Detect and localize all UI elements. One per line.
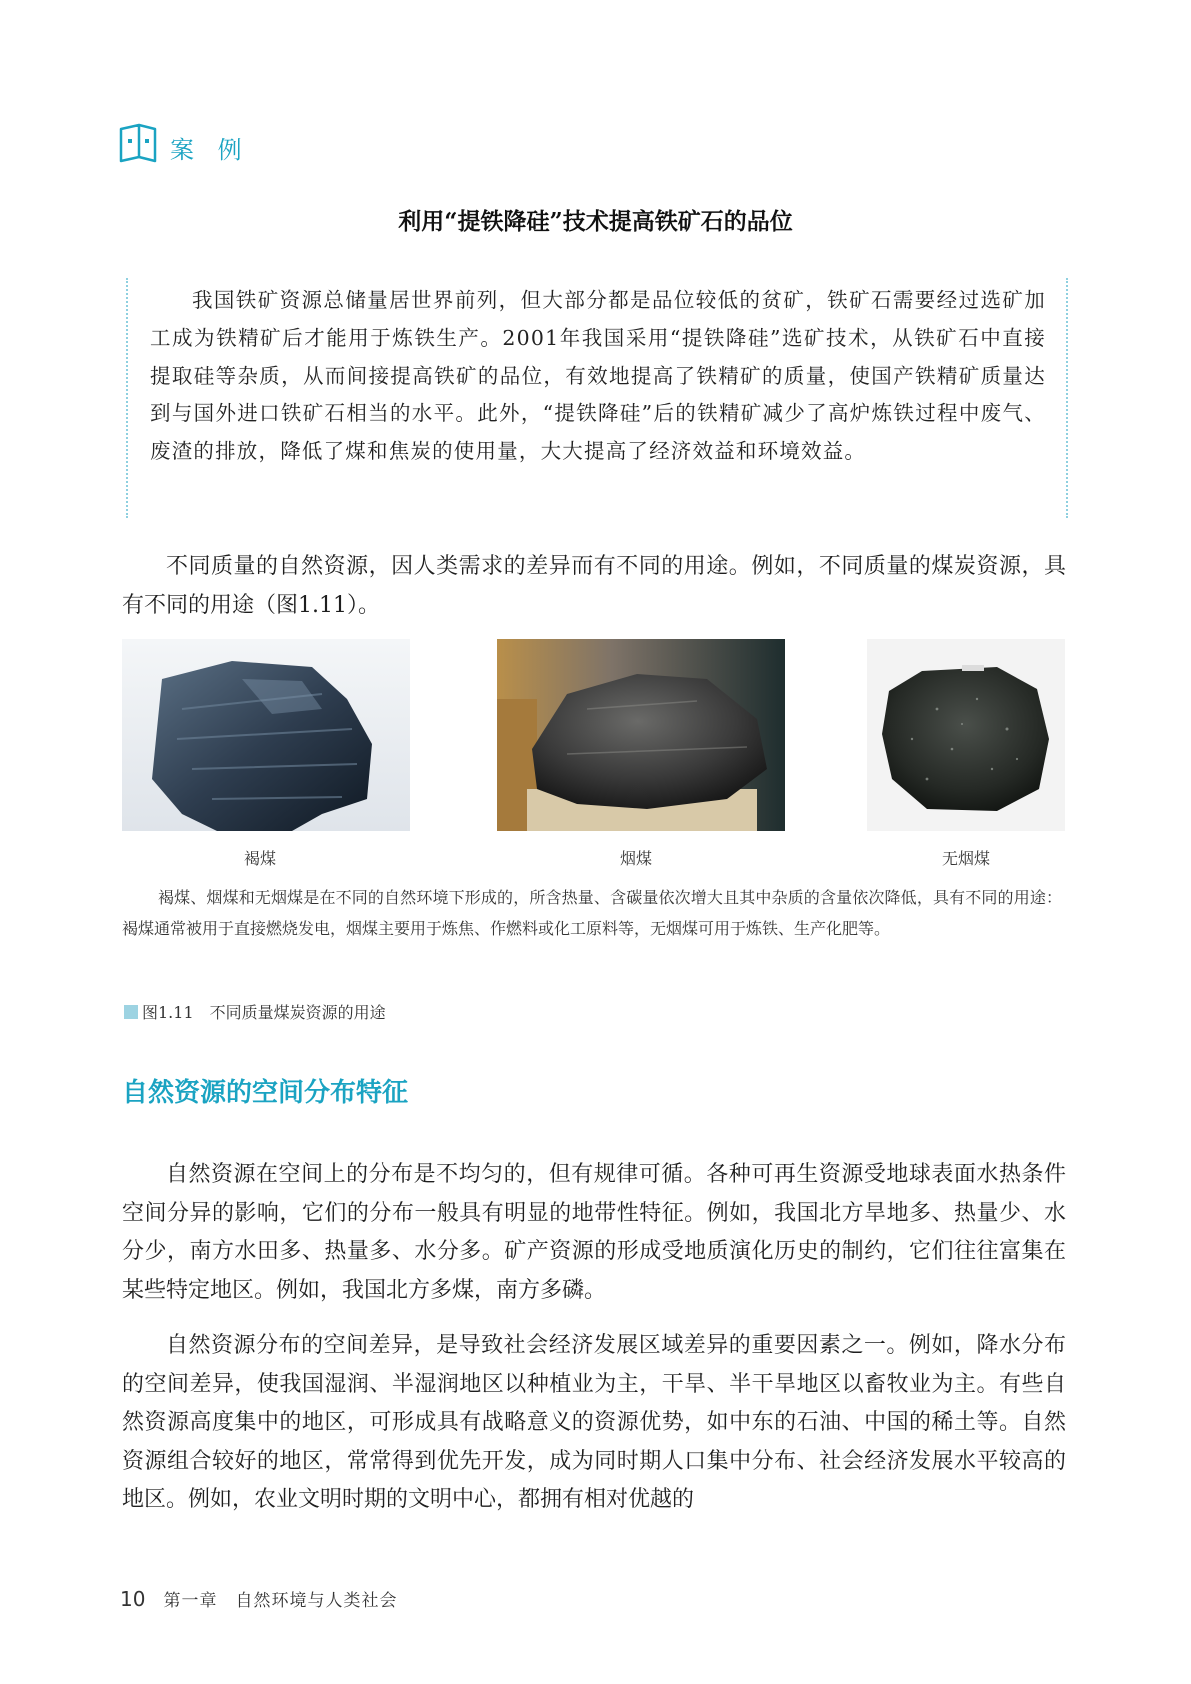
anthracite-photo <box>867 639 1065 831</box>
figure-description: 褐煤、烟煤和无烟煤是在不同的自然环境下形成的，所含热量、含碳量依次增大且其中杂质的含量依次降低，具有不同的用途：褐煤通常被用于直接燃烧发电，烟煤主要用于炼焦、作燃料或化工原料等，无烟煤可用于炼铁、生产化肥等。 <box>122 888 1062 938</box>
page-number: 10 <box>120 1587 146 1611</box>
case-body-text: 我国铁矿资源总储量居世界前列，但大部分都是品位较低的贫矿，铁矿石需要经过选矿加工成为铁精矿后才能用于炼铁生产。2001年我国采用“提铁降硅”选矿技术，从铁矿石中直接提取硅等杂质，从而间接提高铁矿的品位，有效地提高了铁精矿的质量，使国产铁精矿质量达到与国外进口铁矿石相当的水平。此外，“提铁降硅”后的铁精矿减少了高炉炼铁过程中废气、废渣的排放，降低了煤和焦炭的使用量，大大提高了经济效益和环境效益。 <box>150 288 1046 464</box>
lignite-photo <box>122 639 410 831</box>
page-footer <box>120 1586 397 1611</box>
bituminous-coal-photo <box>497 639 785 831</box>
chapter-title: 第一章 自然环境与人类社会 <box>163 1591 398 1611</box>
photo-label-lignite: 褐煤 <box>244 849 277 868</box>
case-title: 利用“提铁降硅”技术提高铁矿石的品位 <box>398 208 793 235</box>
photo-label-anthracite: 无烟煤 <box>942 849 991 868</box>
figure-caption <box>124 1000 386 1023</box>
case-label: 案 例 <box>170 136 250 164</box>
photo-label-bituminous: 烟煤 <box>620 849 653 868</box>
figure-caption-text: 不同质量煤炭资源的用途 <box>209 1003 386 1022</box>
caption-marker-icon <box>124 1005 138 1019</box>
figure-number: 图1.11 <box>142 1003 194 1022</box>
section-paragraph: 自然资源分布的空间差异，是导致社会经济发展区域差异的重要因素之一。例如，降水分布的空间差异，使我国湿润、半湿润地区以种植业为主，干旱、半干旱地区以畜牧业为主。有些自然资源高度集中的地区，可形成具有战略意义的资源优势，如中东的石油、中国的稀土等。自然资源组合较好的地区，常常得到优先开发，成为同时期人口集中分布、社会经济发展水平较高的地区。例如，农业文明时期的文明中心，都拥有相对优越的 <box>122 1333 1066 1512</box>
case-header <box>118 122 318 170</box>
intro-paragraph: 不同质量的自然资源，因人类需求的差异而有不同的用途。例如，不同质量的煤炭资源，具有不同的用途（图1.11）。 <box>122 554 1066 618</box>
section-heading: 自然资源的空间分布特征 <box>122 1078 409 1108</box>
open-book-icon <box>118 122 160 166</box>
section-paragraph: 自然资源在空间上的分布是不均匀的，但有规律可循。各种可再生资源受地球表面水热条件空间分异的影响，它们的分布一般具有明显的地带性特征。例如，我国北方旱地多、热量少、水分少，南方水田多、热量多、水分多。矿产资源的形成受地质演化历史的制约，它们往往富集在某些特定地区。例如，我国北方多煤，南方多磷。 <box>122 1162 1066 1303</box>
